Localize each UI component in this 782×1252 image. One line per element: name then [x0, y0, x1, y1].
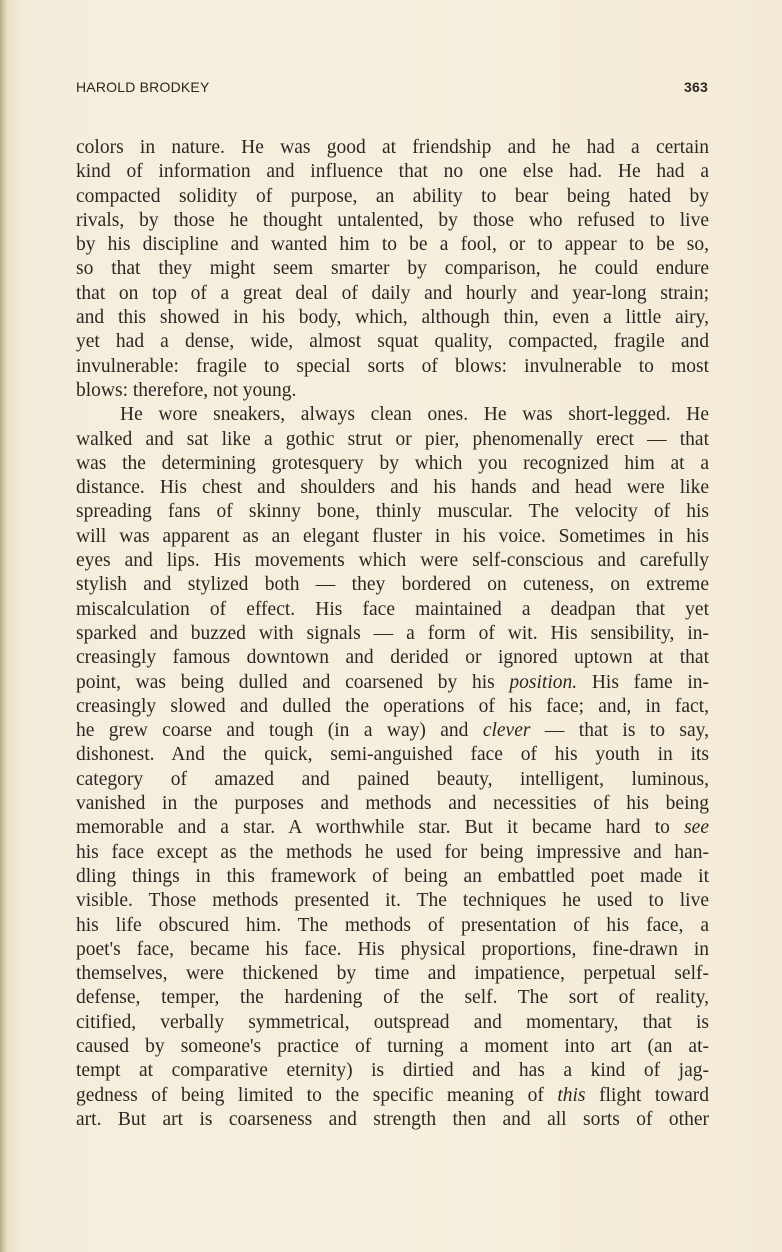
italic-word-see: see [684, 817, 709, 839]
text-run: gedness of being limited to the specific meaning of [76, 1084, 558, 1106]
text-line: miscalculation of effect. His face maintained a deadpan that yet [76, 598, 709, 620]
text-line: visible. Those methods presented it. The techniques he used to live [76, 890, 709, 912]
text-line: sparked and buzzed with signals — a form of wit. His sensibility, in- [76, 622, 709, 644]
text-line: invulnerable: fragile to special sorts of blows: invulnerable to most [76, 355, 709, 377]
text-line-with-italic [76, 719, 709, 743]
italic-word-this: this [557, 1084, 586, 1106]
text-line: compacted solidity of purpose, an ability to bear being hated by [76, 185, 709, 207]
text-line: blows: therefore, not young. [76, 379, 297, 401]
text-line: art. But art is coarseness and strength then and all sorts of other [76, 1108, 709, 1130]
text-line: will was apparent as an elegant fluster in his voice. Sometimes in his [76, 525, 709, 547]
text-run: point, was being dulled and coarsened by his [76, 671, 510, 693]
running-head: HAROLD BRODKEY [76, 79, 210, 95]
text-line: creasingly slowed and dulled the operations of his face; and, in fact, [76, 695, 709, 717]
text-line: kind of information and influence that no one else had. He had a [76, 161, 709, 183]
text-line: citified, verbally symmetrical, outspread and momentary, that is [76, 1011, 709, 1033]
text-line: He wore sneakers, always clean ones. He was short-legged. He [120, 404, 709, 426]
text-line: by his discipline and wanted him to be a fool, or to appear to be so, [76, 234, 709, 256]
text-line: his face except as the methods he used for being impressive and han- [76, 841, 709, 863]
body-text [76, 136, 709, 1132]
text-line-with-italic [76, 816, 709, 840]
text-line: and this showed in his body, which, although thin, even a little airy, [76, 307, 709, 329]
text-line: spreading fans of skinny bone, thinly muscular. The velocity of his [76, 501, 709, 523]
text-line: his life obscured him. The methods of presentation of his face, a [76, 914, 709, 936]
text-line: themselves, were thickened by time and impatience, perpetual self- [76, 963, 709, 985]
text-line: yet had a dense, wide, almost squat quality, compacted, fragile and [76, 331, 709, 353]
text-line: eyes and lips. His movements which were self-conscious and carefully [76, 550, 709, 572]
text-line: caused by someone's practice of turning a moment into art (an at- [76, 1035, 709, 1057]
italic-word-position: position. [509, 671, 578, 693]
text-line: was the determining grotesquery by which you recognized him at a [76, 452, 709, 474]
text-run: — that is to say, [530, 720, 709, 742]
text-line: dling things in this framework of being an embattled poet made it [76, 865, 709, 887]
text-run: flight toward [585, 1084, 709, 1106]
page-number: 363 [684, 79, 708, 95]
text-line: vanished in the purposes and methods and necessities of his being [76, 793, 709, 815]
text-run: he grew coarse and tough (in a way) and [76, 720, 483, 742]
text-line-with-italic [76, 1084, 709, 1108]
italic-word-clever: clever [482, 720, 531, 742]
page-gutter-shadow [0, 0, 6, 1252]
page-header [76, 79, 708, 99]
text-line: defense, temper, the hardening of the self. The sort of reality, [76, 987, 709, 1009]
text-line: stylish and stylized both — they bordered on cuteness, on extreme [76, 574, 709, 596]
text-run: His fame in- [577, 671, 709, 693]
text-line: so that they might seem smarter by comparison, he could endure [76, 258, 709, 280]
text-line: distance. His chest and shoulders and his hands and head were like [76, 477, 709, 499]
text-line: poet's face, became his face. His physical proportions, fine-drawn in [76, 938, 709, 960]
text-line: colors in nature. He was good at friendship and he had a certain [76, 137, 709, 158]
text-run: memorable and a star. A worthwhile star. But it became hard to [76, 817, 685, 839]
text-line: category of amazed and pained beauty, intelligent, luminous, [76, 768, 709, 790]
text-line: tempt at comparative eternity) is dirtied and has a kind of jag- [76, 1060, 709, 1082]
text-line: creasingly famous downtown and derided or ignored uptown at that [76, 647, 709, 669]
text-line: rivals, by those he thought untalented, by those who refused to live [76, 209, 709, 231]
text-line: dishonest. And the quick, semi-anguished face of his youth in its [76, 744, 709, 766]
text-line: walked and sat like a gothic strut or pier, phenomenally erect — that [76, 428, 709, 450]
text-line-with-italic [76, 671, 709, 695]
text-line: that on top of a great deal of daily and hourly and year-long strain; [76, 282, 709, 304]
